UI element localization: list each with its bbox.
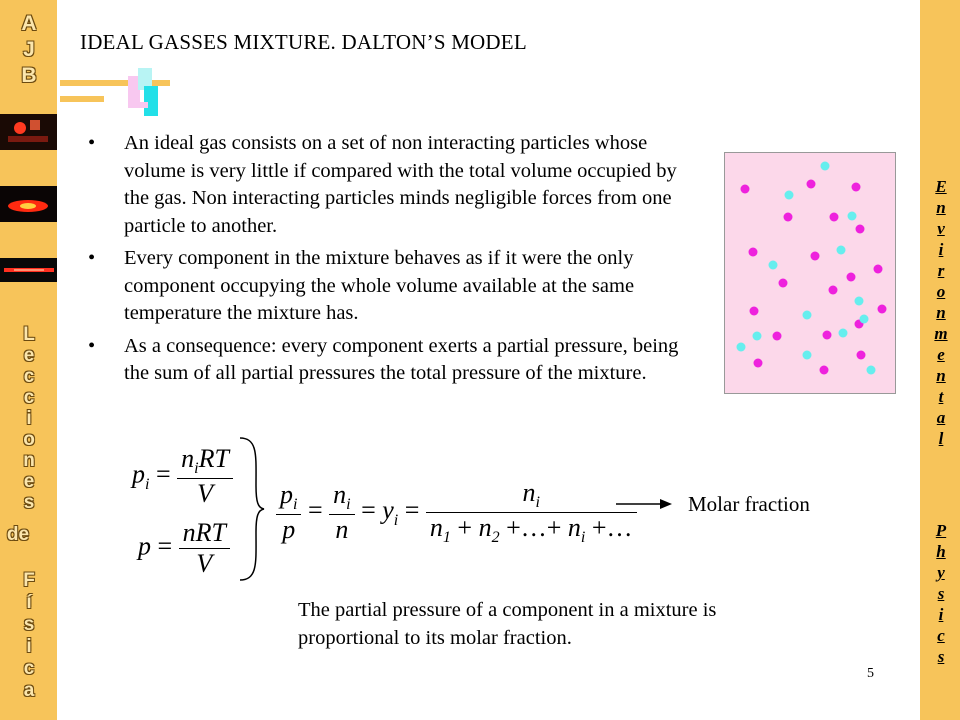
environmental-letter: i [938, 240, 944, 259]
environmental-letter: r [937, 261, 945, 280]
particles-component-b [737, 162, 876, 375]
environmental-letter: n [936, 366, 946, 385]
total-pressure-equation: p = $\frac{\text{nRT}}{V}$ [138, 518, 230, 579]
brand-letter: J [23, 38, 35, 61]
lecciones-letter: s [23, 492, 35, 513]
laser-photo-thumbnail [0, 186, 57, 222]
right-brace-icon [236, 436, 266, 582]
left-sidebar [0, 0, 57, 720]
physics-letter: P [935, 521, 947, 540]
page-number: 5 [867, 666, 874, 681]
gas-particles [725, 153, 895, 393]
de-label: de [6, 524, 30, 545]
partial-pressure-equation: $p_i$ = $\frac{n_iRT}{V}$ [132, 444, 233, 509]
physics-letter: i [938, 605, 944, 624]
environmental-letter: o [936, 282, 946, 301]
bullet-item: • Every component in the mixture behaves as if it were the only component occupying the whole volume available at the same temperature the mixture has. [88, 245, 688, 328]
brand-letter: B [21, 64, 37, 87]
arrow-right-icon [616, 496, 672, 512]
conclusion-text: The partial pressure of a component in a mixture is proportional to its molar fraction. [298, 599, 717, 649]
lecciones-letter: e [23, 471, 35, 492]
lab-photo-thumbnail [0, 114, 57, 150]
fisica-letter: i [26, 636, 32, 657]
physics-letter: c [937, 626, 945, 645]
environmental-letter: e [937, 345, 945, 364]
molar-fraction-equation: $\frac{p_i}{p}$ = $\frac{n_i}{n}$ = $y_i$ = $\frac{n_i}{n_1 + n_2 +\dots+ n_i +\dots}$ [276, 478, 637, 547]
environmental-letter: t [938, 387, 944, 406]
environmental-letter: a [936, 408, 946, 427]
environmental-letter: n [936, 198, 946, 217]
physics-letter: h [936, 542, 946, 561]
spectrum-photo-thumbnail [0, 258, 57, 282]
bullet-list [88, 130, 688, 393]
decorative-squares-icon [124, 66, 164, 118]
environmental-letter: m [934, 324, 948, 343]
physics-letter: s [937, 584, 945, 603]
lecciones-letter: L [23, 324, 35, 345]
fisica-letter: F [23, 570, 35, 591]
fisica-letter: c [23, 658, 35, 679]
environmental-letter: n [936, 303, 946, 322]
fisica-letter: s [23, 614, 35, 635]
molar-fraction-label: Molar fraction [688, 492, 810, 516]
environmental-letter: E [935, 177, 947, 196]
environmental-letter: l [938, 429, 944, 448]
fisica-letter: í [26, 592, 32, 613]
bullet-item: • As a consequence: every component exerts a partial pressure, being the sum of all partial pressures the total pressure of the mixture. [88, 333, 688, 388]
brand-letter: A [21, 12, 37, 35]
lecciones-letter: n [23, 450, 35, 471]
particles-component-a [741, 180, 887, 375]
bullet-item: • An ideal gas consists on a set of non interacting particles whose volume is very little if compared with the total volume occupied by the gas. Non interacting particles minds negligible forces from one particle to another. [88, 130, 688, 240]
environmental-letter: v [937, 219, 945, 238]
lecciones-letter: e [23, 345, 35, 366]
lecciones-letter: c [23, 387, 35, 408]
gas-mixture-box [724, 152, 896, 394]
fisica-letter: a [23, 680, 35, 701]
slide-title: IDEAL GASSES MIXTURE. DALTON’S MODEL [80, 30, 527, 54]
title-underline-bottom [60, 96, 104, 102]
physics-letter: y [937, 563, 945, 582]
lecciones-letter: c [23, 366, 35, 387]
physics-letter: s [937, 647, 945, 666]
lecciones-letter: o [23, 429, 35, 450]
lecciones-letter: i [26, 408, 32, 429]
